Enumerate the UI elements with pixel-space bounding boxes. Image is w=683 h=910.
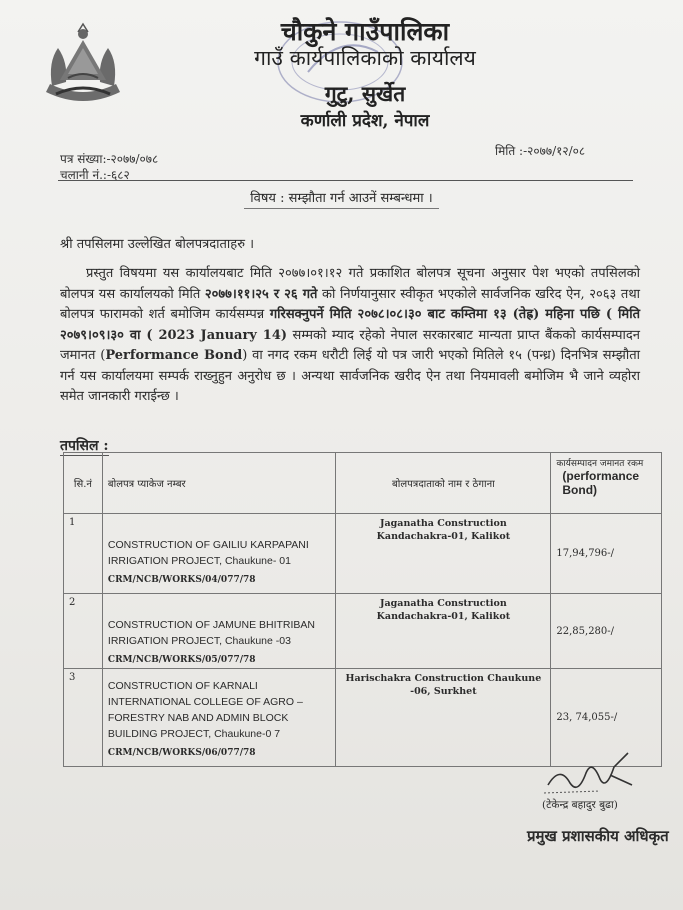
salutation: श्री तपसिलमा उल्लेखित बोलपत्रदाताहरु । <box>60 237 255 252</box>
letter-number: पत्र संख्या:-२०७७/०७८ <box>60 152 159 166</box>
table-row <box>64 514 662 594</box>
row-project: CONSTRUCTION OF JAMUNE BHITRIBAN IRRIGATION PROJECT, Chaukune -03 CRM/NCB/WORKS/05/077/78 <box>102 594 335 669</box>
municipality-name: चौकुने गाउँपालिका <box>280 17 450 46</box>
row-bidder: Jaganatha Construction Kandachakra-01, Kalikot <box>336 594 551 669</box>
header-divider <box>58 180 633 181</box>
table-row <box>64 594 662 669</box>
table-header-row <box>64 453 662 514</box>
signatory-designation: प्रमुख प्रशासकीय अधिकृत <box>527 827 669 845</box>
row-amount: 22,85,280-/ <box>551 594 662 669</box>
row-project-code: CRM/NCB/WORKS/06/077/78 <box>107 748 256 758</box>
row-project-code: CRM/NCB/WORKS/05/077/78 <box>107 655 256 665</box>
row-bidder: Jaganatha Construction Kandachakra-01, Kalikot <box>336 514 551 594</box>
letter-date: मिति :-२०७७/१२/०८ <box>495 144 586 158</box>
bid-table <box>63 452 662 767</box>
letter-body: प्रस्तुत विषयमा यस कार्यालयबाट मिति २०७७।०१।१२ गते प्रकाशित बोलपत्र सूचना अनुसार पेश भएको तपसिलको बोलपत्र यस कार्यालयको मिति २०७७।११।२५ र २६ गते को निर्णयानुसार स्वीकृत भएकोले सार्वजनिक खरिद ऐन, २०६३ तथा बोलपत्र फारामको शर्त बमोजिम कार्यसम्पन्न गरिसक्नुपर्ने मिति २०७८।०८।३० बाट कम्तिमा १३ (तेह्र) महिना पछि ( मिति २०७९।०९।३० वा ( 2023 January 14) सम्मको म्याद रहेको नेपाल सरकारबाट मान्यता प्राप्त बैंकको कार्यसम्पादन जमानत (Performance Bond) वा नगद रकम धरौटी लिई यो पत्र जारी भएको मितिले १५ (पन्ध्र) दिनभित्र सम्झौता गर्न यस कार्यालयमा सम्पर्क राख्नुहुन अनुरोध छ । अन्यथा सार्वजनिक खरीद ऐन तथा नियमावली बमोजिम भै जाने व्यहोरा समेत जानकारी गराईन्छ । <box>60 266 641 404</box>
province-name: कर्णाली प्रदेश, नेपाल <box>300 111 430 131</box>
signatory-name: (टेकेन्द्र बहादुर बुढा) <box>542 799 618 811</box>
col-header-bidder: बोलपत्रदाताको नाम र ठेगाना <box>336 453 551 514</box>
row-sn: 2 <box>64 594 103 669</box>
row-project: CONSTRUCTION OF GAILIU KARPAPANI IRRIGATION PROJECT, Chaukune- 01 CRM/NCB/WORKS/04/077/78 <box>102 514 335 594</box>
row-project: CONSTRUCTION OF KARNALI INTERNATIONAL COLLEGE OF AGRO – FORESTRY NAB AND ADMIN BLOCK BUILDING PROJECT, Chaukune-0 7 CRM/NCB/WORKS/06/077/78 <box>102 669 335 767</box>
row-sn: 1 <box>64 514 103 594</box>
col-header-sn: सि.नं <box>64 453 103 514</box>
tapasil-heading: तपसिल : <box>60 438 109 454</box>
letter-subject: विषय : सम्झौता गर्न आउनें सम्बन्धमा । <box>0 188 683 206</box>
col-header-amount: कार्यसम्पादन जमानत रकम (performance Bond) <box>551 453 662 514</box>
signature-mark <box>540 745 640 805</box>
office-location: गुटु, सुर्खेत <box>324 81 406 106</box>
row-amount: 17,94,796-/ <box>551 514 662 594</box>
row-bidder: Harischakra Construction Chaukune -06, Surkhet <box>336 669 551 767</box>
row-sn: 3 <box>64 669 103 767</box>
dispatch-number: चलानी नं.:-६८२ <box>60 168 130 182</box>
col-header-package: बोलपत्र प्याकेज नम्बर <box>102 453 335 514</box>
row-project-code: CRM/NCB/WORKS/04/077/78 <box>107 575 256 585</box>
row-amount: 23, 74,055-/ <box>551 669 662 767</box>
nepal-emblem-icon <box>38 22 128 108</box>
office-name: गाउँ कार्यपालिकाको कार्यालय <box>254 46 476 70</box>
